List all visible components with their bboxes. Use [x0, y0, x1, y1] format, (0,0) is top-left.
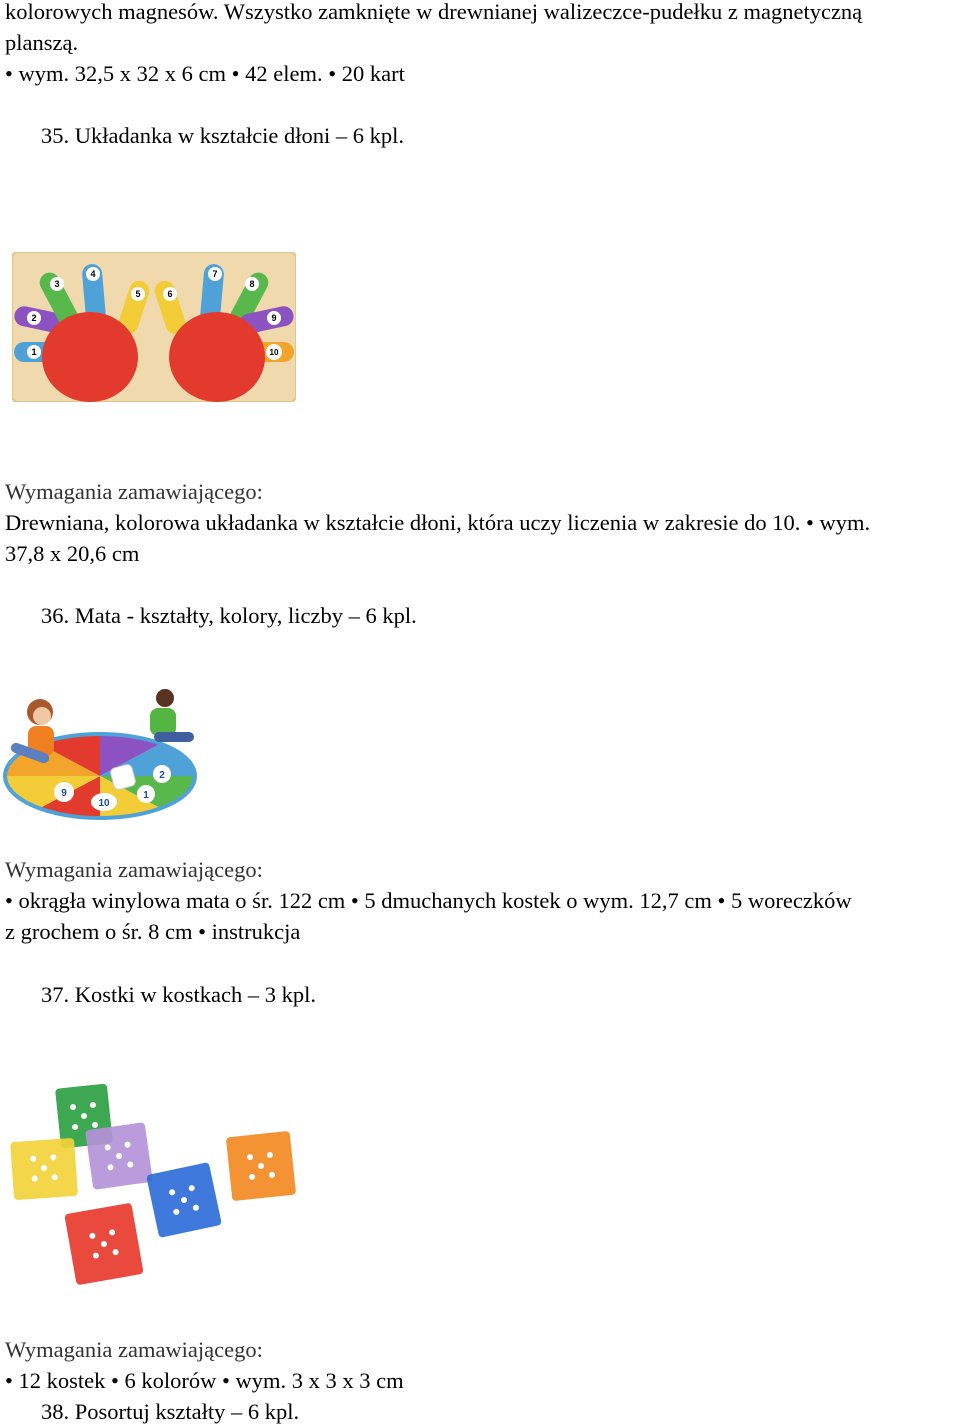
item-37-description-line-1: • 12 kostek • 6 kolorów • wym. 3 x 3 x 3 cm: [5, 1368, 404, 1393]
hand-number-7: 7: [212, 269, 218, 279]
mat-image: [2, 686, 202, 822]
hand-number-5: 5: [135, 289, 141, 299]
die-orange: [226, 1131, 296, 1201]
child-right: [150, 689, 194, 742]
item-36-requirements-label: Wymagania zamawiającego:: [5, 857, 263, 882]
item-37-requirements-label: Wymagania zamawiającego:: [5, 1337, 263, 1362]
die-purple: [85, 1122, 153, 1190]
item-37-heading: 37. Kostki w kostkach – 3 kpl.: [41, 982, 316, 1007]
mat-number-1: 1: [143, 790, 149, 801]
die-yellow: [10, 1138, 78, 1200]
hand-number-9: 9: [271, 313, 277, 323]
item-36-description-line-2: z grochem o śr. 8 cm • instrukcja: [5, 919, 301, 944]
mat-number-2: 2: [159, 770, 165, 781]
item-35-description-line-1: Drewniana, kolorowa układanka w kształcie dłoni, która uczy liczenia w zakresie do 10. • wym.: [5, 510, 871, 535]
dice-image: [6, 1080, 300, 1292]
hand-number-8: 8: [249, 279, 255, 289]
mat-number-10: 10: [98, 798, 110, 809]
hand-number-2: 2: [31, 313, 37, 323]
hand-number-6: 6: [167, 289, 173, 299]
hand-puzzle-image: [12, 252, 296, 402]
hand-number-4: 4: [90, 269, 96, 279]
die-red: [64, 1203, 143, 1286]
die-blue: [146, 1162, 222, 1238]
item-38-heading: 38. Posortuj kształty – 6 kpl.: [41, 1399, 300, 1424]
item-36-description-line-1: • okrągła winylowa mata o śr. 122 cm • 5 dmuchanych kostek o wym. 12,7 cm • 5 woreczków: [5, 888, 852, 913]
hand-number-3: 3: [54, 279, 60, 289]
hand-number-10: 10: [269, 348, 279, 357]
item-35-description-line-2: 37,8 x 20,6 cm: [5, 541, 140, 566]
mat-number-9: 9: [61, 788, 67, 799]
item-35-heading: 35. Układanka w kształcie dłoni – 6 kpl.: [41, 123, 405, 148]
hand-number-1: 1: [31, 347, 37, 357]
item-35-requirements-label: Wymagania zamawiającego:: [5, 479, 263, 504]
intro-line-3: • wym. 32,5 x 32 x 6 cm • 42 elem. • 20 kart: [5, 61, 405, 86]
item-36-heading: 36. Mata - kształty, kolory, liczby – 6 kpl.: [41, 603, 417, 628]
intro-line-2: planszą.: [5, 30, 79, 55]
intro-line-1: kolorowych magnesów. Wszystko zamknięte w drewnianej walizeczce-pudełku z magnetyczną: [5, 0, 863, 24]
